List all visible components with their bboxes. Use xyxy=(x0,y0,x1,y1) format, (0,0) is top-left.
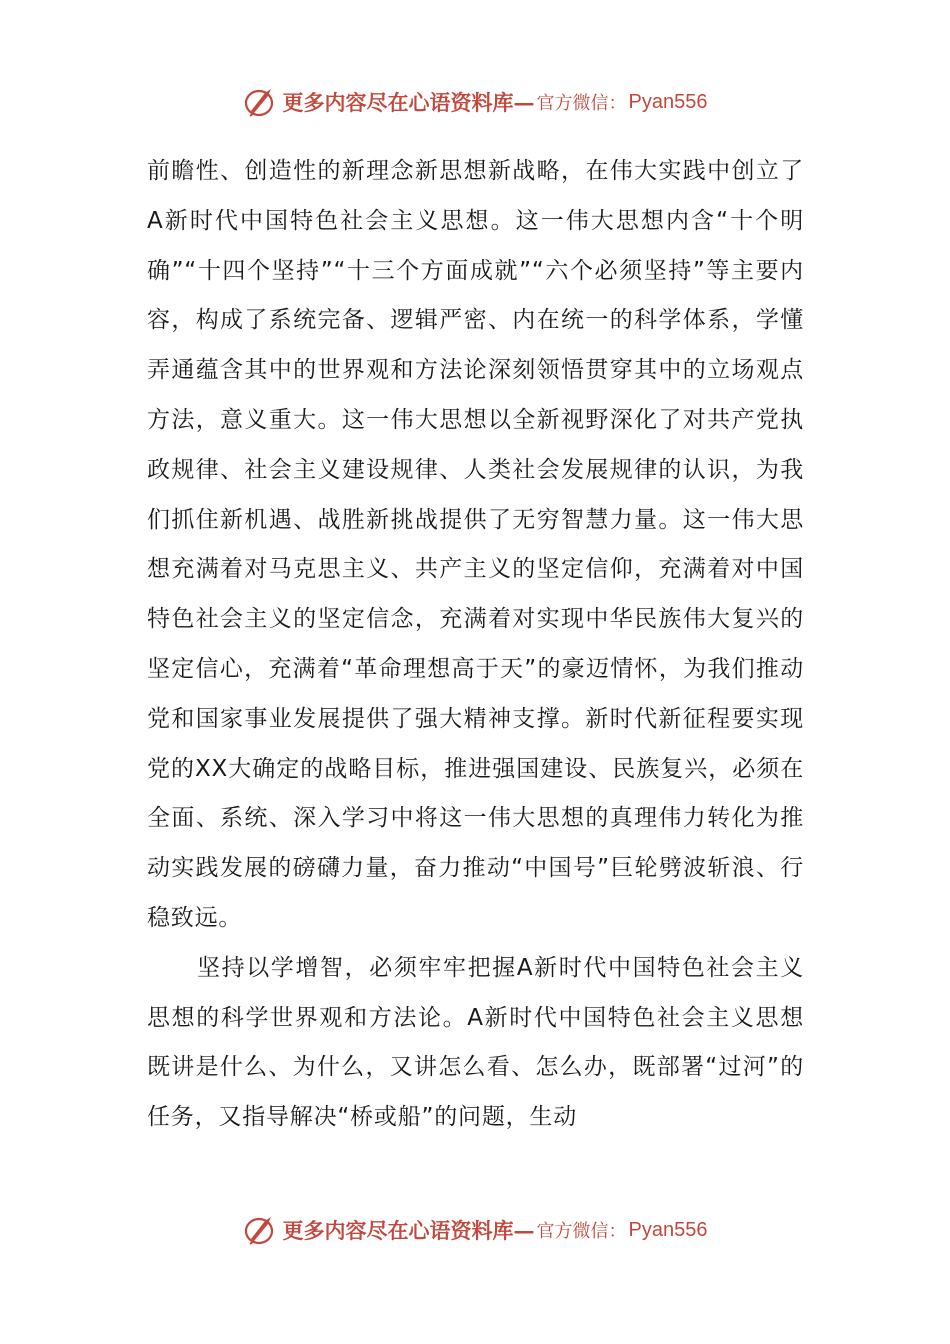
footer-watermark-banner xyxy=(0,1210,950,1250)
paragraph: 坚持以学增智，必须牢牢把握A新时代中国特色社会主义思想的科学世界观和方法论。A新时代中国特色社会主义思想既讲是什么、为什么，又讲怎么看、怎么办，既部署“过河”的任务，又指导解决“桥或船”的问题，生动 xyxy=(147,954,804,1131)
pen-logo-icon xyxy=(243,1213,279,1247)
banner-main-text: 更多内容尽在心语资料库 xyxy=(282,1218,514,1243)
banner-label: 官方微信： xyxy=(536,93,627,114)
banner-dash: — xyxy=(513,89,535,115)
pen-logo-icon xyxy=(243,85,279,119)
header-watermark-banner xyxy=(0,82,950,122)
banner-wechat-id: Pyan556 xyxy=(628,1218,708,1241)
banner-label: 官方微信： xyxy=(536,1221,627,1242)
paragraph: 前瞻性、创造性的新理念新思想新战略，在伟大实践中创立了A新时代中国特色社会主义思想。这一伟大思想内含“十个明确”“十四个坚持”“十三个方面成就”“六个必须坚持”等主要内容，构成了系统完备、逻辑严密、内在统一的科学体系，学懂弄通蕴含其中的世界观和方法论深刻领悟贯穿其中的立场观点方法，意义重大。这一伟大思想以全新视野深化了对共产党执政规律、社会主义建设规律、人类社会发展规律的认识，为我们抓住新机遇、战胜新挑战提供了无穷智慧力量。这一伟大思想充满着对马克思主义、共产主义的坚定信仰，充满着对中国特色社会主义的坚定信念，充满着对实现中华民族伟大复兴的坚定信心，充满着“革命理想高于天”的豪迈情怀，为我们推动党和国家事业发展提供了强大精神支撑。新时代新征程要实现党的XX大确定的战略目标，推进强国建设、民族复兴，必须在全面、系统、深入学习中将这一伟大思想的真理伟力转化为推动实践发展的磅礴力量，奋力推动“中国号”巨轮劈波斩浪、行稳致远。 xyxy=(147,158,804,931)
document-body xyxy=(147,147,804,1143)
banner-dash: — xyxy=(513,1217,535,1243)
banner-main-text: 更多内容尽在心语资料库 xyxy=(282,90,514,115)
banner-wechat-id: Pyan556 xyxy=(628,90,708,113)
